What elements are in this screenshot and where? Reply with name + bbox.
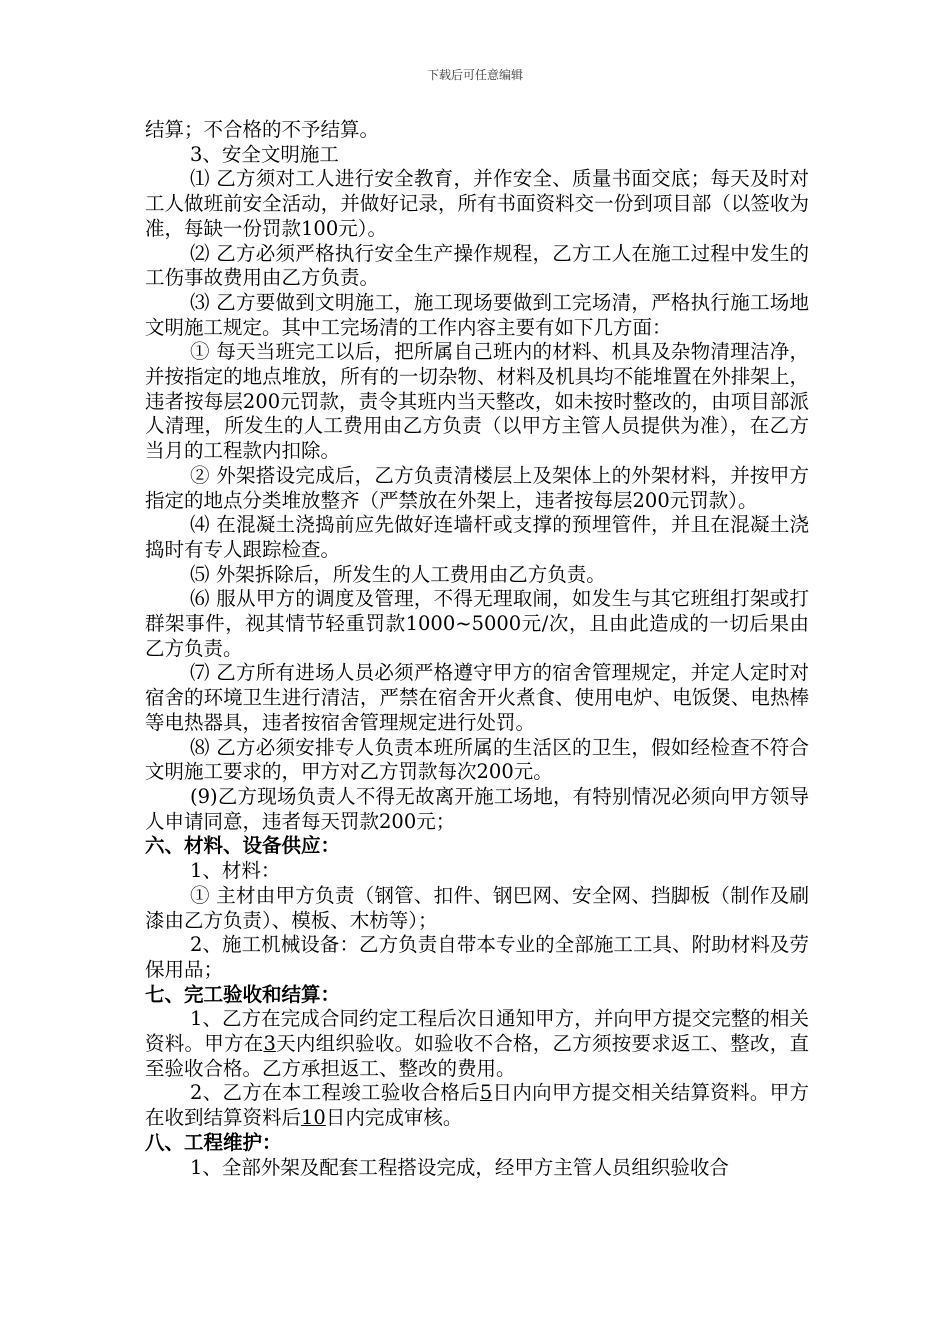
paragraph: (9)乙方现场负责人不得无故离开施工场地，有特别情况必须向甲方领导人申请同意，违者每天罚款200元； — [145, 784, 809, 833]
acceptance-days: 3 — [263, 1032, 276, 1056]
page-header: 下载后可任意编辑 — [426, 68, 523, 82]
paragraph: 3、安全文明施工 — [190, 142, 339, 166]
section-heading: 六、材料、设备供应： — [145, 834, 341, 858]
paragraph: ⑷ 在混凝土浇捣前应先做好连墙杆或支撑的预埋管件，并且在混凝土浇捣时有专人跟踪检查。 — [145, 513, 809, 561]
document-body — [145, 118, 809, 1180]
paragraph: ⑶ 乙方要做到文明施工，施工现场要做到工完场清，严格执行施工场地文明施工规定。其中工完场清的工作内容主要有如下几方面： — [145, 290, 809, 339]
paragraph: 结算；不合格的不予结算。 — [145, 118, 380, 141]
acceptance-text-b: 天内组织验收。如验收不合格，乙方须按要求返工、整改，直至验收合格。乙方承担返工、整改的费用。 — [145, 1032, 809, 1080]
acceptance-text-a: 1、乙方在完成合同约定工程后次日通知甲方，并向甲方提交完整的相关资料。甲方在 — [145, 1007, 809, 1056]
paragraph: ⑸ 外架拆除后，所发生的人工费用由乙方负责。 — [190, 562, 606, 586]
paragraph: ⑹ 服从甲方的调度及管理，不得无理取闹，如发生与其它班组打架或打群架事件，视其情节轻重罚款1000~5000元/次，且由此造成的一切后果由乙方负责。 — [145, 587, 809, 660]
paragraph-list — [145, 118, 809, 1007]
section-heading-maintenance: 八、工程维护： — [145, 1130, 282, 1154]
paragraph: ② 外架搭设完成后，乙方负责清楼层上及架体上的外架材料，并按甲方指定的地点分类堆放整齐（严禁放在外架上，违者按每层200元罚款）。 — [145, 463, 809, 512]
paragraph: ⑴ 乙方须对工人进行安全教育，并作安全、质量书面交底；每天及时对工人做班前安全活动，并做好记录，所有书面资料交一份到项目部（以签收为准，每缺一份罚款100元）。 — [145, 167, 809, 240]
paragraph: ⑵ 乙方必须严格执行安全生产操作规程，乙方工人在施工过程中发生的工伤事故费用由乙方负责。 — [145, 241, 809, 290]
section-heading: 七、完工验收和结算： — [145, 982, 341, 1006]
paragraph-settlement — [145, 1081, 809, 1130]
settlement-text-c: 日内完成审核。 — [325, 1106, 463, 1130]
paragraph: ⑻ 乙方必须安排专人负责本班所属的生活区的卫生，假如经检查不符合文明施工要求的，甲方对乙方罚款每次200元。 — [145, 735, 809, 784]
paragraph-acceptance — [145, 1007, 809, 1081]
settlement-days-1: 5 — [479, 1081, 493, 1105]
settlement-text-a: 2、乙方在本工程竣工验收合格后 — [190, 1081, 480, 1105]
paragraph: 2、施工机械设备：乙方负责自带本专业的全部施工工具、附助材料及劳保用品； — [145, 933, 809, 981]
paragraph: 1、材料： — [190, 859, 281, 883]
paragraph: ① 每天当班完工以后，把所属自己班内的材料、机具及杂物清理洁净，并按指定的地点堆放，所有的一切杂物、材料及机具均不能堆置在外排架上，违者按每层200元罚款，责令其班内当天整改，如未按时整改的，由项目部派人清理，所发生的人工费用由乙方负责（以甲方主管人员提供为准），在乙方当月的工程款内扣除。 — [145, 340, 809, 463]
settlement-days-2: 10 — [301, 1106, 326, 1130]
paragraph: ⑺ 乙方所有进场人员必须严格遵守甲方的宿舍管理规定，并定人定时对宿舍的环境卫生进行清洁，严禁在宿舍开火煮食、使用电炉、电饭煲、电热棒等电热器具，违者按宿舍管理规定进行处罚。 — [145, 661, 809, 734]
settlement-text-b: 日内向甲方提交相关结算资料。甲方在收到结算资料后 — [145, 1081, 809, 1130]
paragraph: ① 主材由甲方负责（钢管、扣件、钢巴网、安全网、挡脚板（制作及刷漆由乙方负责）、模板、木枋等）； — [145, 883, 809, 932]
paragraph-maintenance-1: 1、全部外架及配套工程搭设完成，经甲方主管人员组织验收合 — [190, 1155, 729, 1179]
